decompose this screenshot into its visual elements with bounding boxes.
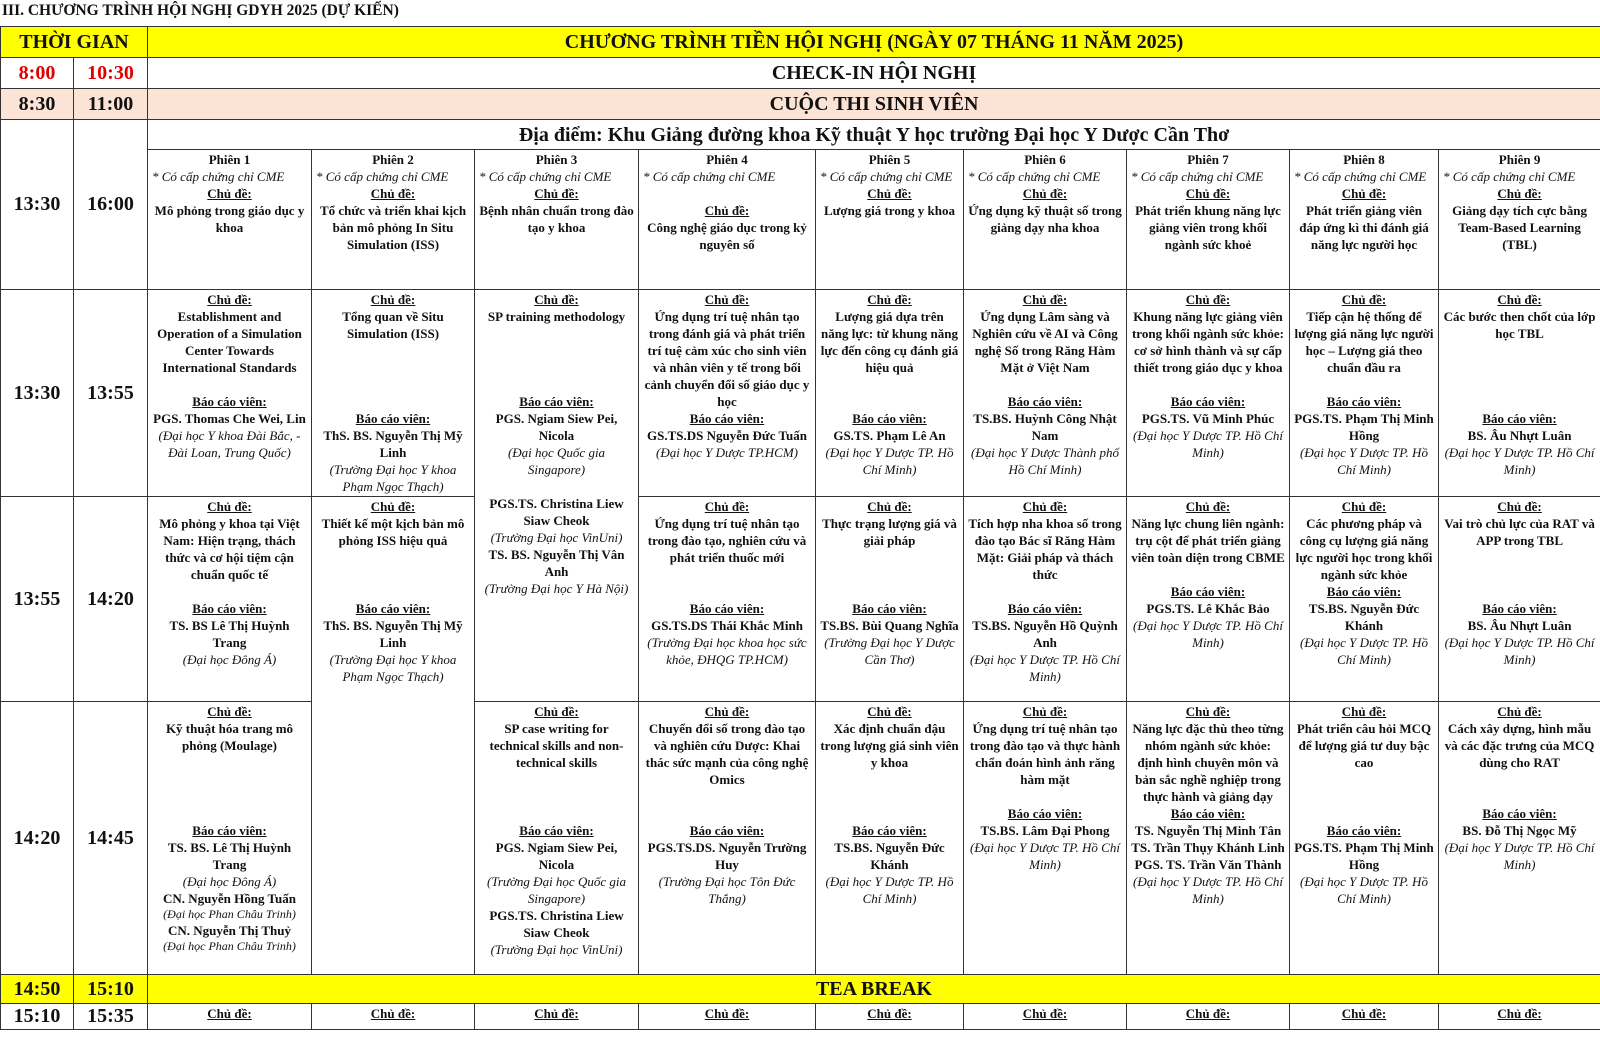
checkin-row — [1, 58, 1600, 89]
topic-label: Chủ đề: — [1022, 186, 1068, 201]
contest-end: 11:00 — [74, 89, 148, 120]
cme-note: * Có cấp chứng chỉ CME — [1294, 169, 1427, 184]
session-cell — [964, 150, 1127, 290]
talk-cell: Chủ đề: Ứng dụng Lâm sàng và Nghiên cứu về AI và Công nghệ Số trong Răng Hàm Mặt ở Việt Nam Báo cáo viên: TS.BS. Huỳnh Công Nhật Nam (Đại học Y Dược Thành phố Hồ Chí Minh) — [964, 290, 1127, 497]
session-topic: Phát triển giảng viên đáp ứng kì thi đánh giá năng lực người học — [1299, 203, 1429, 252]
talk-cell: Chủ đề: — [964, 1004, 1127, 1030]
talk-cell: Chủ đề: — [312, 1004, 475, 1030]
talk-cell: Chủ đề: Ứng dụng trí tuệ nhân tạo trong đào tạo và thực hành chẩn đoán hình ảnh răng hàm mặt Báo cáo viên: TS.BS. Lâm Đại Phong (Đại học Y Dược TP. Hồ Chí Minh) — [964, 702, 1127, 975]
talk-cell: Chủ đề: Lượng giá dựa trên năng lực: từ khung năng lực đến công cụ đánh giá hiệu quả Báo cáo viên: GS.TS. Phạm Lê An (Đại học Y Dược TP. Hồ Chí Minh) — [816, 290, 964, 497]
topic-label: Chủ đề: — [1185, 186, 1231, 201]
talk-cell: Chủ đề: Phát triển câu hỏi MCQ để lượng giá tư duy bậc cao Báo cáo viên: PGS.TS. Phạm Thị Minh Hồng (Đại học Y Dược TP. Hồ Chí Minh) — [1290, 702, 1439, 975]
session-start: 13:30 — [1, 120, 74, 290]
session-topic: Công nghệ giáo dục trong kỷ nguyên số — [647, 220, 807, 252]
checkin-start: 8:00 — [1, 58, 74, 89]
cme-note: * Có cấp chứng chỉ CME — [968, 169, 1101, 184]
checkin-label: CHECK-IN HỘI NGHỊ — [148, 58, 1600, 89]
topic-label: Chủ đề: — [534, 186, 579, 201]
session-name: Phiên 3 — [535, 152, 578, 167]
session-name: Phiên 5 — [868, 152, 911, 167]
cme-note: * Có cấp chứng chỉ CME — [152, 169, 285, 184]
topic-label: Chủ đề: — [207, 186, 252, 201]
cme-note: * Có cấp chứng chỉ CME — [479, 169, 612, 184]
topic-label: Chủ đề: — [704, 203, 750, 218]
talk-cell: Chủ đề: Các bước then chốt của lớp học TBL Báo cáo viên: BS. Âu Nhựt Luân (Đại học Y Dược TP. Hồ Chí Minh) — [1439, 290, 1600, 497]
slot2-start: 13:55 — [1, 497, 74, 702]
talk-cell: Chủ đề: — [1290, 1004, 1439, 1030]
session-topic: Bệnh nhân chuẩn trong đào tạo y khoa — [479, 203, 634, 235]
location-label: Địa điểm: Khu Giảng đường khoa Kỹ thuật Y học trường Đại học Y Dược Cần Thơ — [148, 120, 1600, 150]
session-name: Phiên 8 — [1343, 152, 1385, 167]
talk-cell: Chủ đề: — [639, 1004, 816, 1030]
slot4-start: 15:10 — [1, 1004, 74, 1030]
talk-cell: Chủ đề: Các phương pháp và công cụ lượng giá năng lực người học trong khối ngành sức khỏe Báo cáo viên: TS.BS. Nguyễn Đức Khánh (Đại học Y Dược TP. Hồ Chí Minh) — [1290, 497, 1439, 702]
program-table — [0, 26, 1600, 1030]
cme-note: * Có cấp chứng chỉ CME — [1443, 169, 1576, 184]
cme-note: * Có cấp chứng chỉ CME — [316, 169, 449, 184]
sessions-row — [1, 150, 1600, 290]
session-topic: Lượng giá trong y khoa — [823, 203, 956, 218]
topic-label: Chủ đề: — [370, 186, 416, 201]
checkin-end: 10:30 — [74, 58, 148, 89]
talk-cell: Chủ đề: — [1439, 1004, 1600, 1030]
slot2-end: 14:20 — [74, 497, 148, 702]
talk-cell: Chủ đề: Mô phỏng y khoa tại Việt Nam: Hiện trạng, thách thức và cơ hội tiệm cận chuẩn quốc tế Báo cáo viên: TS. BS Lê Thị Huỳnh Trang (Đại học Đông Á) — [148, 497, 312, 702]
session-topic: Tổ chức và triển khai kịch bản mô phỏng In Situ Simulation (ISS) — [319, 203, 467, 252]
tea-break-row — [1, 975, 1600, 1004]
cme-note: * Có cấp chứng chỉ CME — [1131, 169, 1264, 184]
talk-cell: Chủ đề: SP case writing for technical skills and non-technical skills Báo cáo viên: PGS. Ngiam Siew Pei, Nicola (Trường Đại học Quốc gia Singapore) PGS.TS. Christina Liew Siaw Cheok (Trường Đại học VinUni) — [475, 702, 639, 975]
location-row — [1, 120, 1600, 150]
tea-label: TEA BREAK — [148, 975, 1600, 1004]
session-name: Phiên 4 — [706, 152, 748, 167]
slot4-row — [1, 1004, 1600, 1030]
talk-cell: Chủ đề: — [1127, 1004, 1290, 1030]
time-header: THỜI GIAN — [1, 27, 148, 58]
talk-cell: Chủ đề: — [816, 1004, 964, 1030]
session-end: 16:00 — [74, 120, 148, 290]
slot3-start: 14:20 — [1, 702, 74, 975]
slot1-end: 13:55 — [74, 290, 148, 497]
session-cell — [1439, 150, 1600, 290]
talk-cell: Chủ đề: Ứng dụng trí tuệ nhân tạo trong đào tạo, nghiên cứu và phát triển thuốc mới Báo cáo viên: GS.TS.DS Thái Khắc Minh (Trường Đại học khoa học sức khỏe, ĐHQG TP.HCM) — [639, 497, 816, 702]
cme-note: * Có cấp chứng chỉ CME — [820, 169, 953, 184]
talk-cell: Chủ đề: Establishment and Operation of a Simulation Center Towards International Standards Báo cáo viên: PGS. Thomas Che Wei, Lin (Đại học Y khoa Đài Bắc, - Đài Loan, Trung Quốc) — [148, 290, 312, 497]
slot1-start: 13:30 — [1, 290, 74, 497]
contest-label: CUỘC THI SINH VIÊN — [148, 89, 1600, 120]
session-cell — [816, 150, 964, 290]
talk-cell: Chủ đề: — [148, 1004, 312, 1030]
session-name: Phiên 9 — [1498, 152, 1541, 167]
talk-cell: Chủ đề: Chuyển đổi số trong đào tạo và nghiên cứu Dược: Khai thác sức mạnh của công nghệ Omics Báo cáo viên: PGS.TS.DS. Nguyễn Trường Huy (Trường Đại học Tôn Đức Thắng) — [639, 702, 816, 975]
talk-cell: Chủ đề: Năng lực chung liên ngành: trụ cột để phát triển giảng viên toàn diện trong CBME Báo cáo viên: PGS.TS. Lê Khắc Bảo (Đại học Y Dược TP. Hồ Chí Minh) — [1127, 497, 1290, 702]
topic-label: Chủ đề: — [1341, 186, 1387, 201]
topic-label: Chủ đề: — [867, 186, 912, 201]
topic-label: Chủ đề: — [1497, 186, 1542, 201]
tea-end: 15:10 — [74, 975, 148, 1004]
session-topic: Mô phỏng trong giáo dục y khoa — [154, 203, 305, 235]
contest-row — [1, 89, 1600, 120]
talk-cell: Chủ đề: Cách xây dựng, hình mẫu và các đặc trưng của MCQ dùng cho RAT Báo cáo viên: BS. Đỗ Thị Ngọc Mỹ (Đại học Y Dược TP. Hồ Chí Minh) — [1439, 702, 1600, 975]
tea-start: 14:50 — [1, 975, 74, 1004]
session-cell — [475, 150, 639, 290]
talk-cell: Chủ đề: Tích hợp nha khoa số trong đào tạo Bác sĩ Răng Hàm Mặt: Giải pháp và thách thức Báo cáo viên: TS.BS. Nguyễn Hồ Quỳnh Anh (Đại học Y Dược TP. Hồ Chí Minh) — [964, 497, 1127, 702]
page-heading: III. CHƯƠNG TRÌNH HỘI NGHỊ GDYH 2025 (DỰ KIẾN) — [2, 2, 399, 19]
talk-cell: Chủ đề: — [475, 1004, 639, 1030]
session-name: Phiên 1 — [208, 152, 251, 167]
talk-cell: Chủ đề: Ứng dụng trí tuệ nhân tạo trong đánh giá và phát triển trí tuệ cảm xúc cho sinh viên và nhân viên y tế trong bối cảnh chuyển đổi số giáo dục y học Báo cáo viên: GS.TS.DS Nguyễn Đức Tuấn (Đại học Y Dược TP.HCM) — [639, 290, 816, 497]
slot3-row — [1, 702, 1600, 975]
talk-cell: Chủ đề: Thiết kế một kịch bản mô phỏng ISS hiệu quả Báo cáo viên: ThS. BS. Nguyễn Thị Mỹ Linh (Trường Đại học Y khoa Phạm Ngọc Thạch) — [312, 497, 475, 975]
cme-note: * Có cấp chứng chỉ CME — [643, 169, 776, 184]
session-name: Phiên 2 — [372, 152, 414, 167]
slot4-end: 15:35 — [74, 1004, 148, 1030]
talk-cell: Chủ đề: Khung năng lực giảng viên trong khối ngành sức khỏe: cơ sở hình thành và sự cấp thiết trong giáo dục y khoa Báo cáo viên: PGS.TS. Vũ Minh Phúc (Đại học Y Dược TP. Hồ Chí Minh) — [1127, 290, 1290, 497]
program-title: CHƯƠNG TRÌNH TIỀN HỘI NGHỊ (NGÀY 07 THÁNG 11 NĂM 2025) — [148, 27, 1600, 58]
session-topic: Giảng dạy tích cực bằng Team-Based Learning (TBL) — [1452, 203, 1588, 252]
talk-cell: Chủ đề: Vai trò chủ lực của RAT và APP trong TBL Báo cáo viên: BS. Âu Nhựt Luân (Đại học Y Dược TP. Hồ Chí Minh) — [1439, 497, 1600, 702]
header-row — [1, 27, 1600, 58]
talk-cell: Chủ đề: Thực trạng lượng giá và giải pháp Báo cáo viên: TS.BS. Bùi Quang Nghĩa (Trường Đại học Y Dược Cần Thơ) — [816, 497, 964, 702]
talk-cell: Chủ đề: SP training methodology Báo cáo viên: PGS. Ngiam Siew Pei, Nicola (Đại học Quốc gia Singapore) PGS.TS. Christina Liew Siaw Cheok (Trường Đại học VinUni) TS. BS. Nguyễn Thị Vân Anh (Trường Đại học Y Hà Nội) — [475, 290, 639, 702]
session-cell — [639, 150, 816, 290]
slot3-end: 14:45 — [74, 702, 148, 975]
session-cell — [312, 150, 475, 290]
session-cell — [1127, 150, 1290, 290]
talk-cell: Chủ đề: Tổng quan về Situ Simulation (ISS) Báo cáo viên: ThS. BS. Nguyễn Thị Mỹ Linh (Trường Đại học Y khoa Phạm Ngọc Thạch) — [312, 290, 475, 497]
talk-cell: Chủ đề: Xác định chuẩn đậu trong lượng giá sinh viên y khoa Báo cáo viên: TS.BS. Nguyễn Đức Khánh (Đại học Y Dược TP. Hồ Chí Minh) — [816, 702, 964, 975]
slot2-row — [1, 497, 1600, 702]
contest-start: 8:30 — [1, 89, 74, 120]
session-name: Phiên 6 — [1024, 152, 1066, 167]
session-topic: Ứng dụng kỹ thuật số trong giảng dạy nha khoa — [968, 203, 1122, 235]
session-topic: Phát triển khung năng lực giảng viên trong khối ngành sức khoẻ — [1135, 203, 1281, 252]
talk-cell: Chủ đề: Năng lực đặc thù theo từng nhóm ngành sức khỏe: định hình chuyên môn và bản sắc nghề nghiệp trong thực hành và giảng dạy Báo cáo viên: TS. Nguyễn Thị Minh Tân TS. Trần Thụy Khánh Linh PGS. TS. Trần Văn Thành (Đại học Y Dược TP. Hồ Chí Minh) — [1127, 702, 1290, 975]
session-name: Phiên 7 — [1187, 152, 1229, 167]
session-cell — [148, 150, 312, 290]
talk-cell: Chủ đề: Kỹ thuật hóa trang mô phỏng (Moulage) Báo cáo viên: TS. BS. Lê Thị Huỳnh Trang (Đại học Đông Á) CN. Nguyễn Hồng Tuấn (Đại học Phan Châu Trinh) CN. Nguyễn Thị Thuỷ (Đại học Phan Châu Trinh) — [148, 702, 312, 975]
slot1-row — [1, 290, 1600, 497]
talk-cell: Chủ đề: Tiếp cận hệ thống để lượng giá năng lực người học – Lượng giá theo chuẩn đầu ra Báo cáo viên: PGS.TS. Phạm Thị Minh Hồng (Đại học Y Dược TP. Hồ Chí Minh) — [1290, 290, 1439, 497]
session-cell — [1290, 150, 1439, 290]
